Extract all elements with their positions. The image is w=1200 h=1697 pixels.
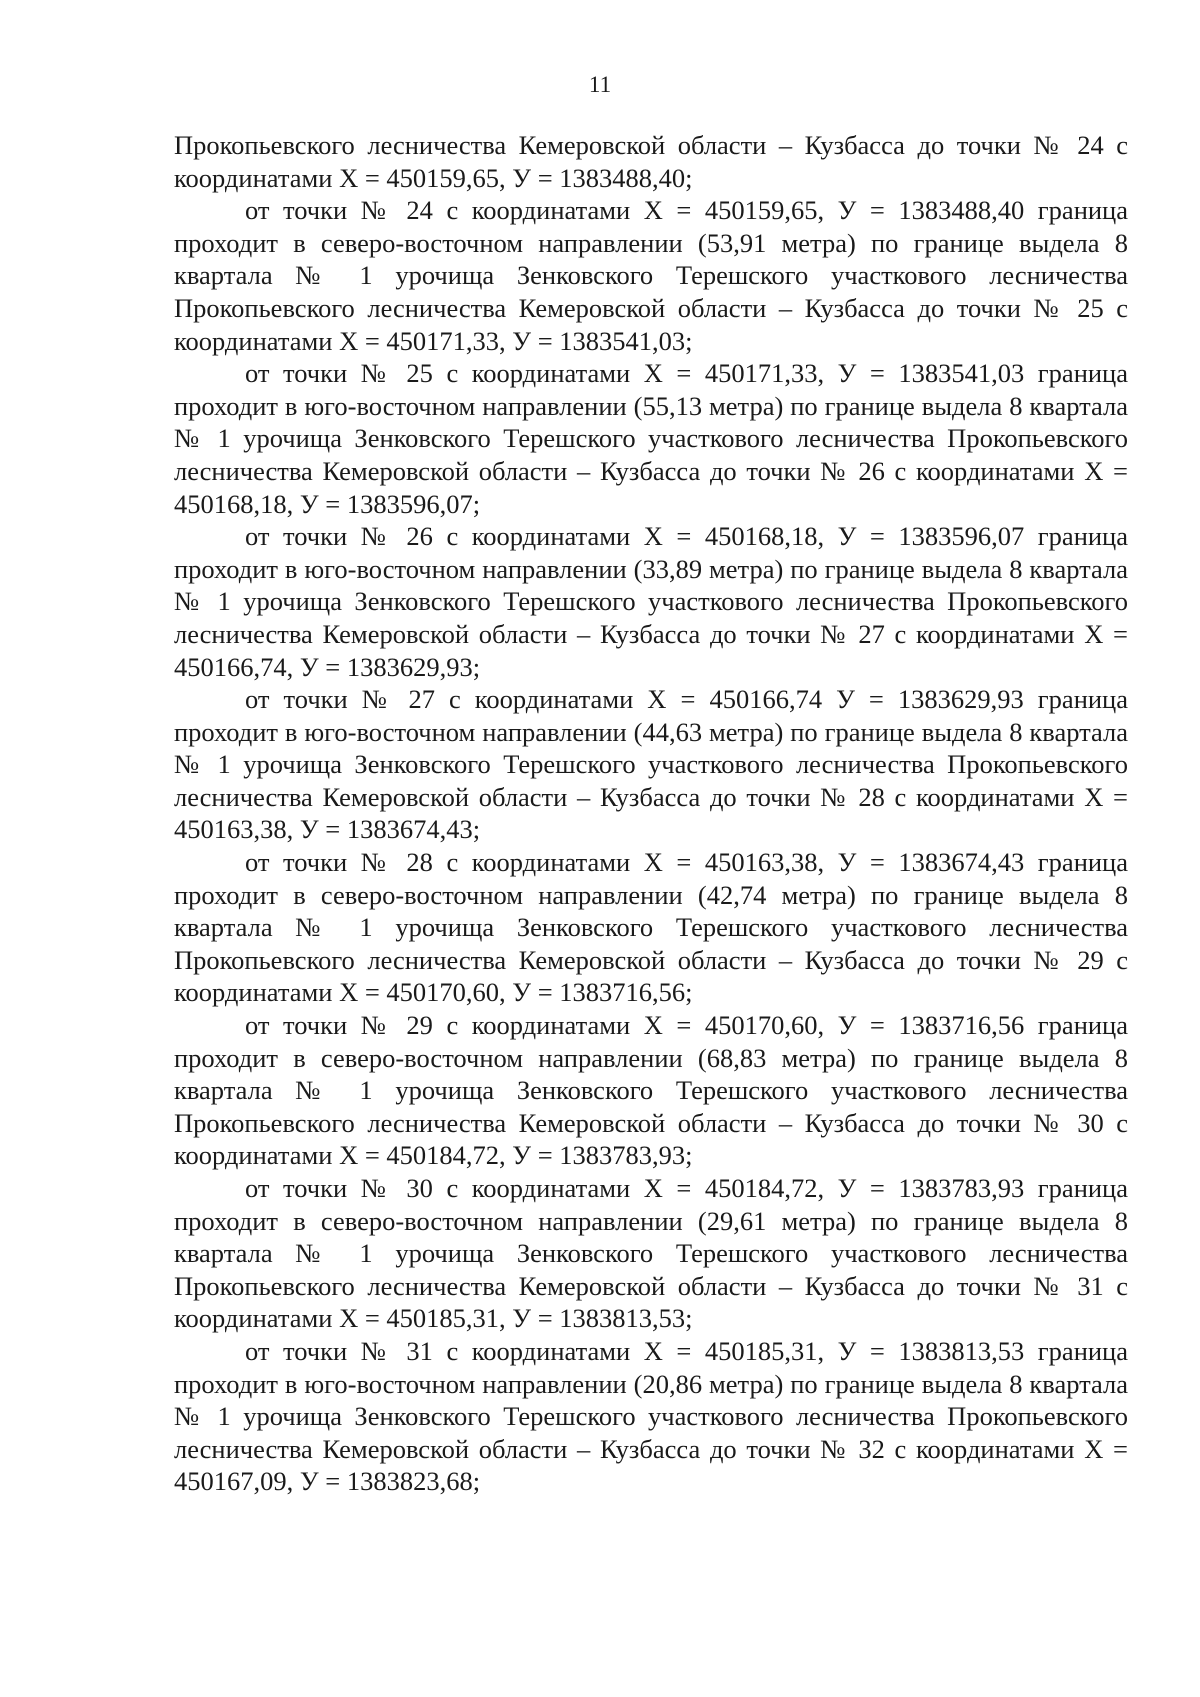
paragraph-continuation: Прокопьевского лесничества Кемеровской области – Кузбасса до точки № 24 с координатами Х = 450159,65, У = 1383488,40; bbox=[174, 130, 1128, 193]
paragraph-point-31: от точки № 31 с координатами Х = 450185,31, У = 1383813,53 граница проходит в юго-восточном направлении (20,86 метра) по границе выдела 8 квартала № 1 урочища Зенковского Терешского участкового лесничества Прокопьевского лесничества Кемеровской области – Кузбасса до точки № 32 с координатами Х = 450167,09, У = 1383823,68; bbox=[174, 1335, 1128, 1497]
page-number: 11 bbox=[588, 72, 612, 97]
paragraph-point-24: от точки № 24 с координатами Х = 450159,65, У = 1383488,40 граница проходит в северо-восточном направлении (53,91 метра) по границе выдела 8 квартала № 1 урочища Зенковского Терешского участкового лесничества Прокопьевского лесничества Кемеровской области – Кузбасса до точки № 25 с координатами Х = 450171,33, У = 1383541,03; bbox=[174, 195, 1128, 356]
paragraph-point-30: от точки № 30 с координатами Х = 450184,72, У = 1383783,93 граница проходит в северо-восточном направлении (29,61 метра) по границе выдела 8 квартала № 1 урочища Зенковского Терешского участкового лесничества Прокопьевского лесничества Кемеровской области – Кузбасса до точки № 31 с координатами Х = 450185,31, У = 1383813,53; bbox=[174, 1173, 1128, 1334]
paragraph-point-28: от точки № 28 с координатами Х = 450163,38, У = 1383674,43 граница проходит в северо-восточном направлении (42,74 метра) по границе выдела 8 квартала № 1 урочища Зенковского Терешского участкового лесничества Прокопьевского лесничества Кемеровской области – Кузбасса до точки № 29 с координатами Х = 450170,60, У = 1383716,56; bbox=[174, 847, 1128, 1008]
document-body bbox=[174, 129, 1128, 1498]
paragraph-point-25: от точки № 25 с координатами Х = 450171,33, У = 1383541,03 граница проходит в юго-восточном направлении (55,13 метра) по границе выдела 8 квартала № 1 урочища Зенковского Терешского участкового лесничества Прокопьевского лесничества Кемеровской области – Кузбасса до точки № 26 с координатами Х = 450168,18, У = 1383596,07; bbox=[174, 358, 1128, 519]
paragraph-point-26: от точки № 26 с координатами Х = 450168,18, У = 1383596,07 граница проходит в юго-восточном направлении (33,89 метра) по границе выдела 8 квартала № 1 урочища Зенковского Терешского участкового лесничества Прокопьевского лесничества Кемеровской области – Кузбасса до точки № 27 с координатами Х = 450166,74, У = 1383629,93; bbox=[174, 521, 1128, 682]
paragraph-point-29: от точки № 29 с координатами Х = 450170,60, У = 1383716,56 граница проходит в северо-восточном направлении (68,83 метра) по границе выдела 8 квартала № 1 урочища Зенковского Терешского участкового лесничества Прокопьевского лесничества Кемеровской области – Кузбасса до точки № 30 с координатами Х = 450184,72, У = 1383783,93; bbox=[174, 1010, 1128, 1171]
paragraph-point-27: от точки № 27 с координатами Х = 450166,74 У = 1383629,93 граница проходит в юго-восточном направлении (44,63 метра) по границе выдела 8 квартала № 1 урочища Зенковского Терешского участкового лесничества Прокопьевского лесничества Кемеровской области – Кузбасса до точки № 28 с координатами Х = 450163,38, У = 1383674,43; bbox=[174, 684, 1128, 845]
